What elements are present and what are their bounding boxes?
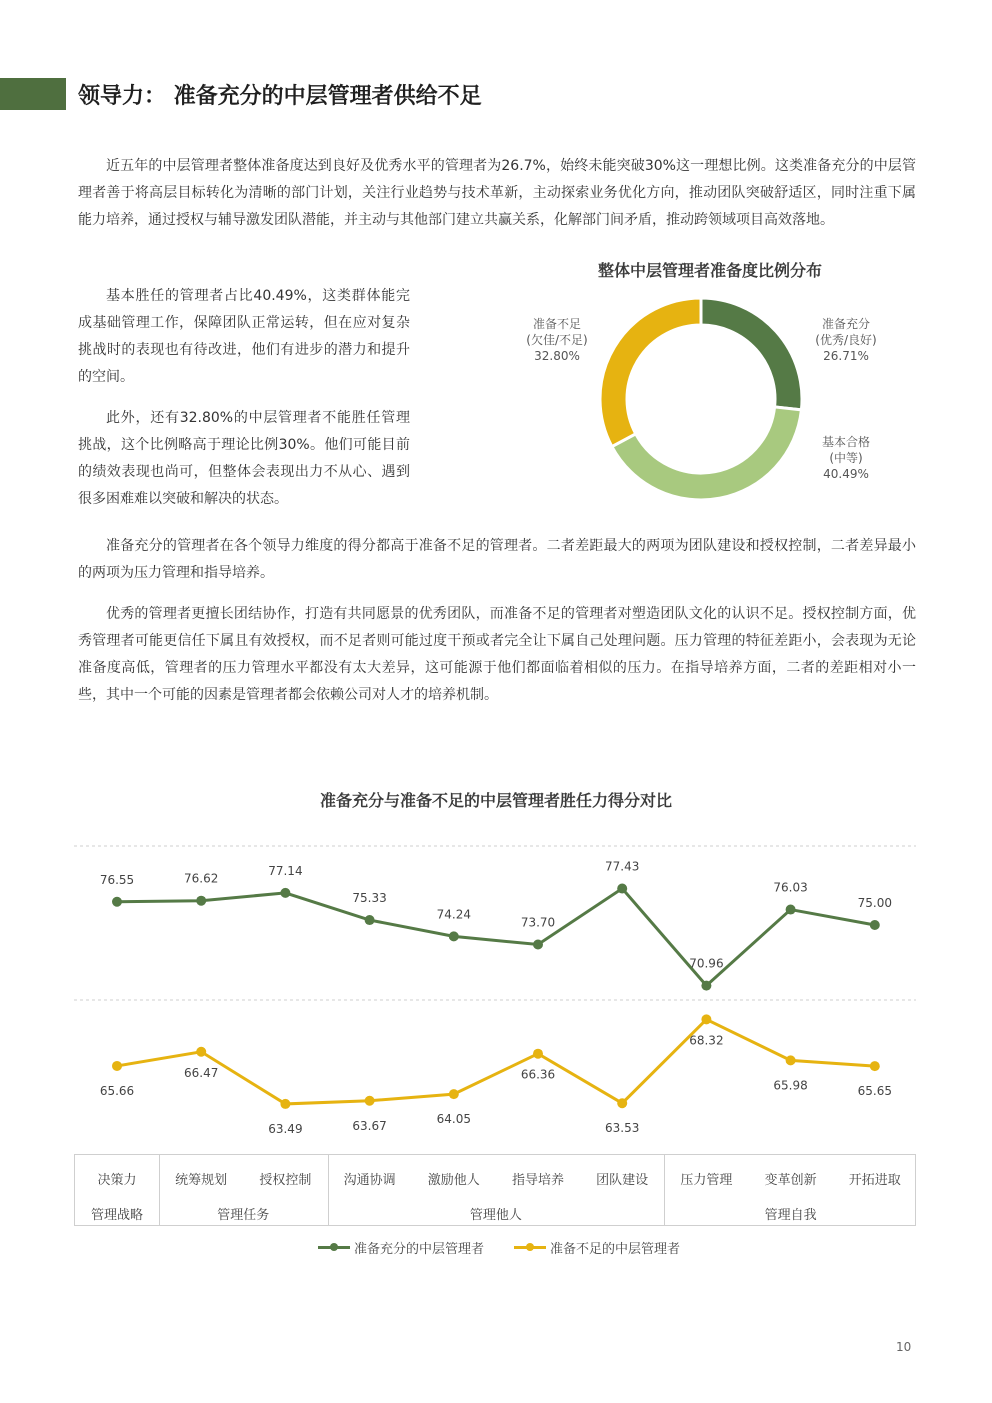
category-label: 压力管理 <box>680 1173 733 1188</box>
data-label: 77.14 <box>268 863 303 878</box>
line-chart-title: 准备充分与准备不足的中层管理者胜任力得分对比 <box>319 791 672 810</box>
group-label: 管理他人 <box>469 1208 522 1223</box>
category-label: 统筹规划 <box>175 1173 228 1188</box>
data-label: 65.66 <box>99 1083 135 1098</box>
table-divider <box>159 1155 160 1225</box>
data-label: 73.70 <box>520 915 556 930</box>
category-label: 开拓进取 <box>848 1173 901 1188</box>
data-label: 64.05 <box>436 1112 471 1127</box>
donut-slice-label: 基本合格 <box>821 435 871 449</box>
data-point <box>617 1098 627 1108</box>
data-point <box>701 981 711 991</box>
category-label: 授权控制 <box>259 1173 312 1188</box>
data-point <box>365 915 375 925</box>
data-point <box>786 905 796 915</box>
donut-value-label: 32.80% <box>534 349 580 363</box>
data-label: 76.62 <box>184 871 219 886</box>
data-label: 70.96 <box>689 956 724 971</box>
data-point <box>449 931 459 941</box>
table-divider <box>664 1155 665 1225</box>
page-title: 领导力： 准备充分的中层管理者供给不足 <box>78 84 482 109</box>
category-label: 变革创新 <box>764 1173 817 1188</box>
data-point <box>280 1099 290 1109</box>
table-divider <box>915 1155 916 1225</box>
paragraph-analysis: 优秀的管理者更擅长团结协作，打造有共同愿景的优秀团队，而准备不足的管理者对塑造团队文化的认识不足。授权控制方面，优秀管理者可能更信任下属且有效授权，而不足者则可能过度干预或者完全让下属自己处理问题。压力管理的特征差距小，会表现为无论准备度高低，管理者的压力管理水平都没有太大差异，这可能源于他们都面临着相似的压力。在指导培养方面，二者的差距相对小一些，其中一个可能的因素是管理者都会依赖公司对人才的培养机制。 <box>78 606 916 703</box>
legend-marker-yellow <box>526 1243 534 1251</box>
category-label: 沟通协调 <box>343 1173 396 1188</box>
data-point <box>449 1089 459 1099</box>
legend-label-prepared: 准备充分的中层管理者 <box>354 1242 485 1257</box>
data-point <box>533 940 543 950</box>
data-label: 66.36 <box>520 1067 556 1082</box>
category-label: 指导培养 <box>511 1173 564 1188</box>
donut-slice-label: (优秀/良好) <box>815 333 877 347</box>
data-point <box>533 1049 543 1059</box>
series-line <box>117 1019 875 1104</box>
data-point <box>701 1014 711 1024</box>
data-point <box>365 1096 375 1106</box>
group-label: 管理自我 <box>764 1208 817 1223</box>
donut-slice-label: (中等) <box>829 451 863 465</box>
data-point <box>870 1061 880 1071</box>
data-label: 63.67 <box>352 1118 387 1133</box>
data-label: 77.43 <box>605 859 640 874</box>
paragraph-basic: 基本胜任的管理者占比40.49%，这类群体能完成基础管理工作，保障团队正常运转，但在应对复杂挑战时的表现也有待改进，他们有进步的潜力和提升的空间。 <box>78 288 410 385</box>
data-label: 63.49 <box>268 1121 303 1136</box>
data-point <box>112 897 122 907</box>
data-label: 65.65 <box>857 1084 892 1099</box>
donut-value-label: 40.49% <box>823 467 869 481</box>
data-point <box>196 896 206 906</box>
table-divider <box>74 1155 75 1225</box>
series-line <box>117 889 875 986</box>
category-label: 激励他人 <box>427 1173 480 1188</box>
category-label: 团队建设 <box>596 1173 649 1188</box>
data-point <box>280 888 290 898</box>
data-point <box>870 920 880 930</box>
paragraph-comparison: 准备充分的管理者在各个领导力维度的得分都高于准备不足的管理者。二者差距最大的两项为团队建设和授权控制，二者差异最小的两项为压力管理和指导培养。 <box>78 538 916 581</box>
data-point <box>112 1061 122 1071</box>
category-label: 决策力 <box>97 1173 137 1188</box>
data-label: 76.03 <box>773 880 808 895</box>
data-label: 75.33 <box>352 891 387 906</box>
group-label: 管理任务 <box>217 1208 270 1223</box>
legend-marker-green <box>330 1243 338 1251</box>
donut-slice-label: (欠佳/不足) <box>526 333 588 347</box>
category-table <box>74 1154 916 1226</box>
group-label: 管理战略 <box>90 1208 143 1223</box>
table-divider <box>328 1155 329 1225</box>
data-label: 65.98 <box>773 1078 808 1093</box>
paragraph-intro: 近五年的中层管理者整体准备度达到良好及优秀水平的管理者为26.7%，始终未能突破30%这一理想比例。这类准备充分的中层管理者善于将高层目标转化为清晰的部门计划，关注行业趋势与技术革新，主动探索业务优化方向，推动团队突破舒适区，同时注重下属能力培养，通过授权与辅导激发团队潜能，并主动与其他部门建立共赢关系，化解部门间矛盾，推动跨领域项目高效落地。 <box>78 158 916 228</box>
data-label: 63.53 <box>605 1121 640 1136</box>
page-number: 10 <box>896 1340 912 1354</box>
data-label: 74.24 <box>436 907 471 922</box>
donut-slice-label: 准备不足 <box>532 317 582 331</box>
data-label: 68.32 <box>689 1033 724 1048</box>
legend-label-unprepared: 准备不足的中层管理者 <box>550 1242 681 1257</box>
donut-value-label: 26.71% <box>823 349 869 363</box>
donut-chart-title: 整体中层管理者准备度比例分布 <box>597 261 822 280</box>
paragraph-insufficient: 此外，还有32.80%的中层管理者不能胜任管理挑战，这个比例略高于理论比例30%。他们可能目前的绩效表现也尚可，但整体会表现出力不从心、遇到很多困难难以突破和解决的状态。 <box>78 410 410 507</box>
data-label: 66.47 <box>184 1065 219 1080</box>
data-label: 75.00 <box>857 896 892 910</box>
data-point <box>786 1055 796 1065</box>
data-point <box>617 884 627 894</box>
data-label: 76.55 <box>99 872 135 887</box>
data-point <box>196 1047 206 1057</box>
donut-slice-label: 准备充分 <box>821 317 871 331</box>
